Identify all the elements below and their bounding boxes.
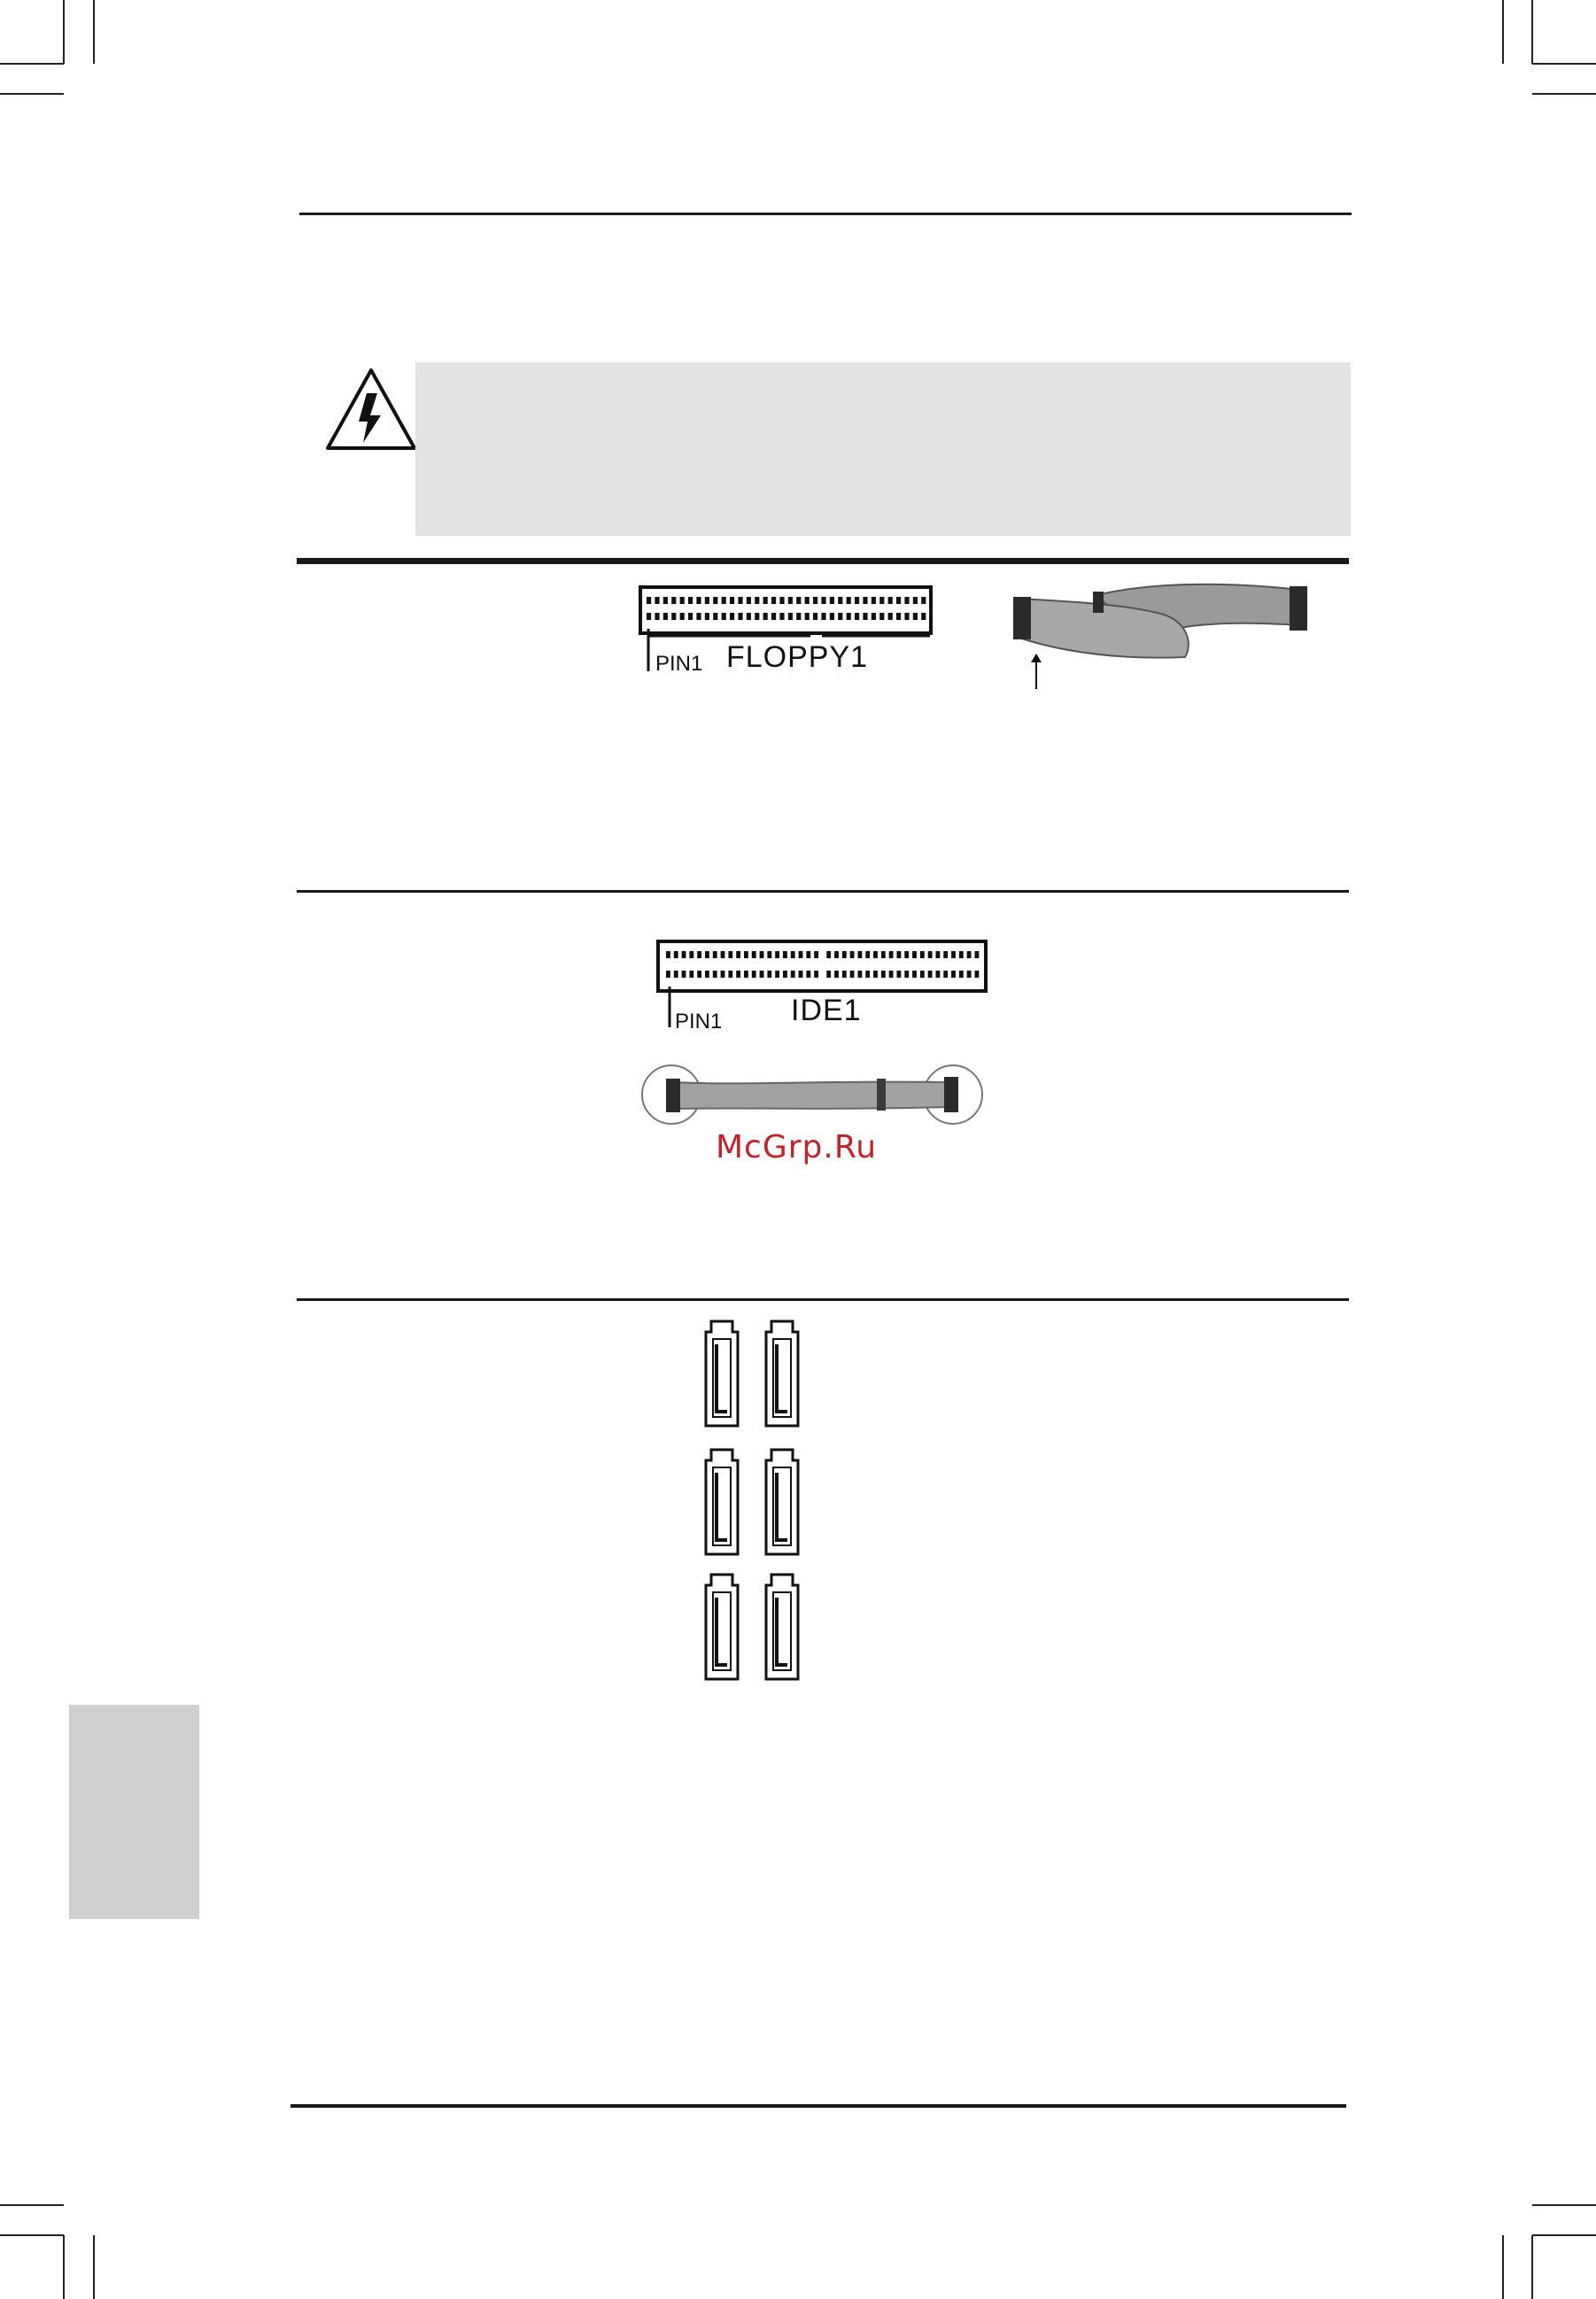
connector-pin bbox=[747, 613, 751, 620]
connector-pin bbox=[730, 613, 734, 620]
connector-pin bbox=[728, 951, 732, 958]
crop-mark-tr-v1 bbox=[1502, 0, 1504, 64]
connector-pin bbox=[666, 951, 670, 958]
connector-pin bbox=[788, 597, 793, 604]
connector-pin bbox=[688, 613, 693, 620]
connector-pin bbox=[647, 597, 651, 604]
connector-pin bbox=[752, 971, 756, 978]
floppy-connector-label: FLOPPY1 bbox=[726, 640, 869, 674]
connector-pin bbox=[943, 971, 948, 978]
connector-pin bbox=[713, 597, 717, 604]
connector-pin bbox=[888, 613, 893, 620]
connector-pin bbox=[671, 597, 676, 604]
connector-pin bbox=[889, 951, 894, 958]
crop-mark-tr-h1 bbox=[1532, 63, 1596, 65]
section-rule-ide bbox=[297, 890, 1349, 893]
connector-pin bbox=[775, 951, 779, 958]
connector-pin bbox=[959, 971, 964, 978]
connector-pin bbox=[865, 971, 870, 978]
connector-pin bbox=[671, 613, 676, 620]
connector-pin bbox=[830, 613, 834, 620]
connector-pin bbox=[796, 613, 801, 620]
connector-pin bbox=[705, 613, 709, 620]
connector-pin bbox=[722, 597, 726, 604]
connector-pin bbox=[760, 971, 764, 978]
sata-connector bbox=[704, 1320, 740, 1428]
sata-connector bbox=[764, 1320, 800, 1428]
sata-connector bbox=[764, 1573, 800, 1681]
connector-pin bbox=[647, 613, 651, 620]
connector-pin bbox=[728, 971, 732, 978]
connector-pin bbox=[736, 951, 740, 958]
sata-connector bbox=[764, 1448, 800, 1556]
connector-pin bbox=[788, 613, 793, 620]
connector-pin bbox=[904, 597, 909, 604]
connector-pin bbox=[974, 951, 979, 958]
connector-pin bbox=[881, 971, 886, 978]
connector-pin bbox=[755, 597, 759, 604]
connector-pin bbox=[705, 951, 709, 958]
connector-pin bbox=[872, 597, 876, 604]
connector-pin bbox=[814, 951, 818, 958]
crop-mark-tl-v2 bbox=[93, 0, 95, 64]
connector-pin bbox=[799, 951, 803, 958]
connector-pin bbox=[689, 951, 693, 958]
connector-pin bbox=[842, 951, 847, 958]
connector-pin bbox=[814, 971, 818, 978]
connector-pin bbox=[850, 951, 855, 958]
connector-pin bbox=[974, 971, 979, 978]
connector-pin bbox=[826, 951, 831, 958]
crop-mark-tr-h2 bbox=[1532, 93, 1596, 95]
connector-pin bbox=[713, 951, 717, 958]
connector-pin bbox=[838, 597, 842, 604]
warning-box bbox=[415, 362, 1351, 536]
connector-pin bbox=[959, 951, 964, 958]
connector-pin bbox=[806, 951, 810, 958]
connector-pin bbox=[771, 613, 776, 620]
connector-pin bbox=[779, 597, 784, 604]
connector-pin bbox=[663, 613, 668, 620]
connector-pin bbox=[738, 597, 742, 604]
connector-pin bbox=[904, 951, 909, 958]
connector-pin bbox=[722, 613, 726, 620]
connector-pin bbox=[913, 597, 918, 604]
connector-pin bbox=[689, 971, 693, 978]
connector-pin bbox=[896, 597, 901, 604]
section-rule-floppy bbox=[297, 558, 1349, 564]
crop-mark-br-v1 bbox=[1502, 2235, 1504, 2299]
connector-pin bbox=[857, 951, 862, 958]
connector-pin bbox=[921, 613, 926, 620]
connector-pin bbox=[889, 971, 894, 978]
connector-pin bbox=[847, 597, 851, 604]
connector-pin bbox=[935, 951, 940, 958]
connector-pin bbox=[842, 971, 847, 978]
connector-pin bbox=[904, 971, 909, 978]
connector-pin bbox=[767, 971, 771, 978]
connector-pin bbox=[680, 613, 685, 620]
connector-pin bbox=[928, 951, 933, 958]
connector-pin bbox=[721, 951, 725, 958]
connector-pin bbox=[682, 971, 686, 978]
connector-pin bbox=[663, 597, 668, 604]
connector-pin bbox=[881, 951, 886, 958]
crop-mark-bl-v2 bbox=[93, 2235, 95, 2299]
connector-pin bbox=[775, 971, 779, 978]
connector-pin bbox=[912, 971, 917, 978]
connector-pin bbox=[935, 971, 940, 978]
connector-pin bbox=[826, 971, 831, 978]
connector-pin bbox=[705, 597, 709, 604]
ide-ribbon-cable-image bbox=[639, 1063, 985, 1134]
sata-connector bbox=[704, 1573, 740, 1681]
connector-pin bbox=[872, 613, 876, 620]
connector-pin bbox=[752, 951, 756, 958]
connector-pin bbox=[666, 971, 670, 978]
sata-connector bbox=[704, 1448, 740, 1556]
connector-pin bbox=[738, 613, 742, 620]
connector-pin bbox=[830, 597, 834, 604]
ide-connector-label: IDE1 bbox=[791, 994, 862, 1027]
connector-pin bbox=[682, 951, 686, 958]
warning-lightning-icon bbox=[322, 367, 420, 455]
connector-pin bbox=[655, 597, 659, 604]
floppy-ribbon-cable-image bbox=[1008, 579, 1318, 694]
connector-pin bbox=[805, 613, 810, 620]
connector-pin bbox=[771, 597, 776, 604]
connector-pin bbox=[713, 613, 717, 620]
side-language-tab bbox=[69, 1705, 199, 1919]
connector-pin bbox=[838, 613, 842, 620]
crop-mark-tl-v1 bbox=[63, 0, 65, 64]
connector-pin bbox=[847, 613, 851, 620]
connector-pin bbox=[913, 613, 918, 620]
connector-pin bbox=[736, 971, 740, 978]
connector-pin bbox=[920, 971, 925, 978]
connector-pin bbox=[730, 597, 734, 604]
connector-pin bbox=[696, 597, 701, 604]
footer-rule bbox=[291, 2104, 1346, 2108]
connector-pin bbox=[813, 613, 817, 620]
connector-pin bbox=[863, 613, 867, 620]
connector-pin bbox=[834, 951, 839, 958]
connector-pin bbox=[783, 971, 787, 978]
connector-pin bbox=[747, 597, 751, 604]
connector-pin bbox=[655, 613, 659, 620]
crop-mark-br-h2 bbox=[1532, 2234, 1596, 2236]
connector-pin bbox=[791, 951, 795, 958]
connector-pin bbox=[763, 597, 768, 604]
connector-pin bbox=[744, 951, 748, 958]
watermark-text: McGrp.Ru bbox=[716, 1129, 878, 1165]
connector-pin bbox=[821, 597, 825, 604]
connector-pin bbox=[796, 597, 801, 604]
connector-pin bbox=[821, 613, 825, 620]
crop-mark-tl-h1 bbox=[0, 63, 64, 65]
connector-pin bbox=[680, 597, 685, 604]
connector-pin bbox=[697, 951, 701, 958]
header-rule bbox=[299, 213, 1352, 215]
connector-pin bbox=[896, 613, 901, 620]
floppy-pin1-label: PIN1 bbox=[655, 652, 703, 676]
connector-pin bbox=[688, 597, 693, 604]
connector-pin bbox=[713, 971, 717, 978]
connector-pin bbox=[760, 951, 764, 958]
connector-pin bbox=[951, 971, 956, 978]
connector-pin bbox=[813, 597, 817, 604]
connector-pin bbox=[791, 971, 795, 978]
connector-pin bbox=[721, 971, 725, 978]
crop-mark-bl-v1 bbox=[63, 2235, 65, 2299]
crop-mark-tr-v2 bbox=[1531, 0, 1533, 64]
connector-pin bbox=[799, 971, 803, 978]
connector-pin bbox=[705, 971, 709, 978]
connector-pin bbox=[783, 951, 787, 958]
crop-mark-bl-h1 bbox=[0, 2204, 64, 2206]
connector-pin bbox=[879, 597, 884, 604]
connector-pin bbox=[806, 971, 810, 978]
connector-pin bbox=[904, 613, 909, 620]
connector-pin bbox=[928, 971, 933, 978]
connector-pin bbox=[855, 613, 859, 620]
connector-pin bbox=[967, 951, 972, 958]
connector-pin bbox=[855, 597, 859, 604]
connector-pin bbox=[896, 971, 901, 978]
connector-pin bbox=[834, 971, 839, 978]
connector-pin bbox=[912, 951, 917, 958]
connector-pin bbox=[850, 971, 855, 978]
connector-pin bbox=[967, 971, 972, 978]
connector-pin bbox=[744, 971, 748, 978]
connector-pin bbox=[951, 951, 956, 958]
connector-pin bbox=[888, 597, 893, 604]
connector-pin bbox=[696, 613, 701, 620]
connector-pin bbox=[873, 971, 878, 978]
crop-mark-br-h1 bbox=[1532, 2204, 1596, 2206]
connector-pin bbox=[779, 613, 784, 620]
connector-pin bbox=[873, 951, 878, 958]
arrow-up-icon bbox=[1027, 654, 1045, 691]
connector-pin bbox=[763, 613, 768, 620]
crop-mark-br-v2 bbox=[1531, 2235, 1533, 2299]
ide-pin1-label: PIN1 bbox=[675, 1010, 723, 1033]
connector-pin bbox=[865, 951, 870, 958]
connector-pin bbox=[921, 597, 926, 604]
connector-pin bbox=[767, 951, 771, 958]
connector-pin bbox=[674, 971, 678, 978]
connector-pin bbox=[674, 951, 678, 958]
connector-pin bbox=[863, 597, 867, 604]
connector-pin bbox=[805, 597, 810, 604]
connector-pin bbox=[879, 613, 884, 620]
connector-pin bbox=[755, 613, 759, 620]
crop-mark-bl-h2 bbox=[0, 2234, 64, 2236]
crop-mark-tl-h2 bbox=[0, 93, 64, 95]
connector-pin bbox=[896, 951, 901, 958]
section-rule-sata bbox=[297, 1298, 1349, 1301]
connector-pin bbox=[943, 951, 948, 958]
connector-pin bbox=[920, 951, 925, 958]
connector-pin bbox=[697, 971, 701, 978]
connector-pin bbox=[857, 971, 862, 978]
